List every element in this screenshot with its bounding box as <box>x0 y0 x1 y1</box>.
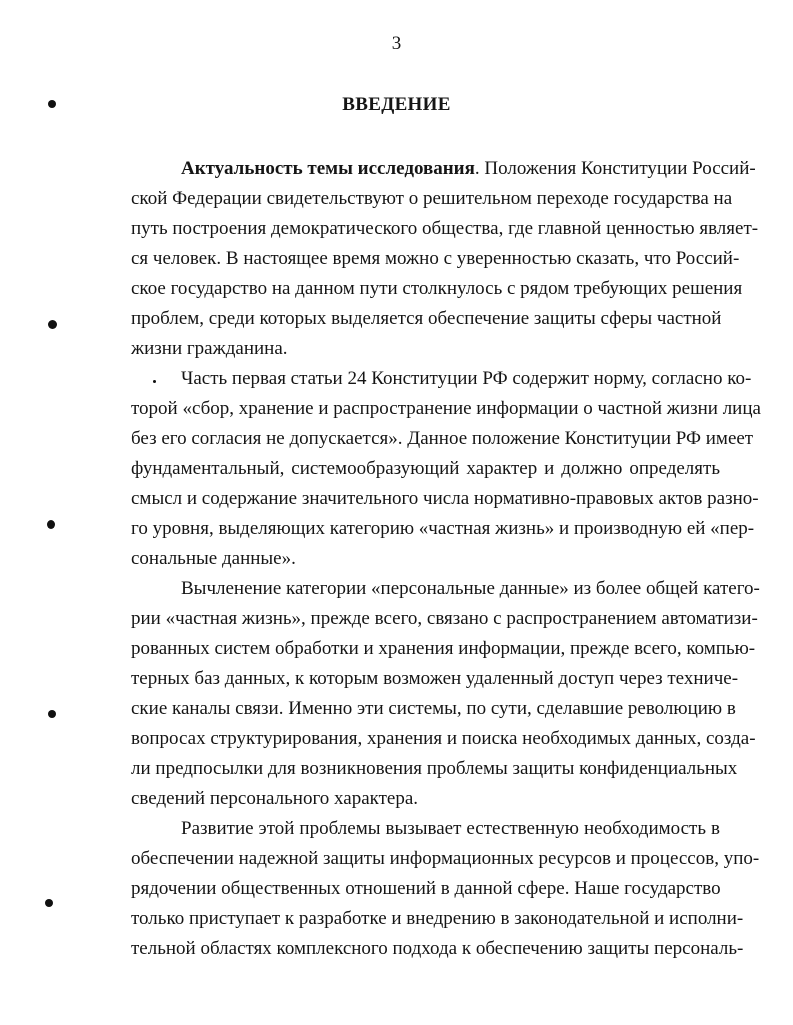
paragraph-1-line-1 <box>181 154 756 184</box>
paragraph-1-line-4: ся человек. В настоящее время можно с уверенностью сказать, что Россий- <box>131 248 740 269</box>
paragraph-3-line-3: рованных систем обработки и хранения информации, прежде всего, компью- <box>131 638 756 659</box>
paragraph-3-line-1: Вычленение категории «персональные данные» из более общей катего- <box>181 578 760 599</box>
paragraph-1-line-5: ское государство на данном пути столкнулось с рядом требующих решения <box>131 278 743 299</box>
scan-speck <box>153 380 156 383</box>
binding-hole-mark <box>48 320 57 329</box>
paragraph-lead: Актуальность темы исследования <box>181 158 475 179</box>
binding-hole-mark <box>47 520 55 529</box>
paragraph-4-line-2: обеспечении надежной защиты информационных ресурсов и процессов, упо- <box>131 848 760 869</box>
paragraph-3-line-8: сведений персонального характера. <box>131 788 419 809</box>
paragraph-3-line-2: рии «частная жизнь», прежде всего, связано с распространением автоматизи- <box>131 608 758 629</box>
binding-hole-mark <box>48 100 56 108</box>
paragraph-1-line-2: ской Федерации свидетельствуют о решительном переходе государства на <box>131 188 733 209</box>
paragraph-1-line-3: путь построения демократического общества, где главной ценностью являет- <box>131 218 759 239</box>
paragraph-2-line-2: торой «сбор, хранение и распространение информации о частной жизни лица <box>131 398 761 419</box>
paragraph-2-line-1: Часть первая статьи 24 Конституции РФ содержит норму, согласно ко- <box>181 368 752 389</box>
paragraph-3-line-7: ли предпосылки для возникновения проблемы защиты конфиденциальных <box>131 758 738 779</box>
binding-hole-mark <box>48 710 56 718</box>
paragraph-2-line-6: го уровня, выделяющих категорию «частная жизнь» и производную ей «пер- <box>131 518 755 539</box>
paragraph-2-line-5: смысл и содержание значительного числа нормативно-правовых актов разно- <box>131 488 759 509</box>
paragraph-1-line-7: жизни гражданина. <box>131 338 288 359</box>
paragraph-2-line-3: без его согласия не допускается». Данное положение Конституции РФ имеет <box>131 428 754 449</box>
paragraph-2-line-4: фундаментальный, системообразующий характер и должно определять <box>131 458 720 479</box>
paragraph-text: . Положения Конституции Россий- <box>474 158 756 179</box>
paragraph-4-line-3: рядочении общественных отношений в данной сфере. Наше государство <box>131 878 721 899</box>
paragraph-4-line-1: Развитие этой проблемы вызывает естественную необходимость в <box>181 818 720 839</box>
paragraph-3-line-5: ские каналы связи. Именно эти системы, по сути, сделавшие революцию в <box>131 698 736 719</box>
binding-hole-mark <box>45 899 53 907</box>
paragraph-4-line-5: тельной областях комплексного подхода к обеспечению защиты персональ- <box>131 938 744 959</box>
page-number: 3 <box>391 33 402 54</box>
paragraph-2-line-7: сональные данные». <box>131 548 296 569</box>
paragraph-1-line-6: проблем, среди которых выделяется обеспечение защиты сферы частной <box>131 308 722 329</box>
paragraph-3-line-6: вопросах структурирования, хранения и поиска необходимых данных, созда- <box>131 728 756 749</box>
page-heading: ВВЕДЕНИЕ <box>342 94 451 115</box>
paragraph-4-line-4: только приступает к разработке и внедрению в законодательной и исполни- <box>131 908 744 929</box>
paragraph-3-line-4: терных баз данных, к которым возможен удаленный доступ через техниче- <box>131 668 739 689</box>
